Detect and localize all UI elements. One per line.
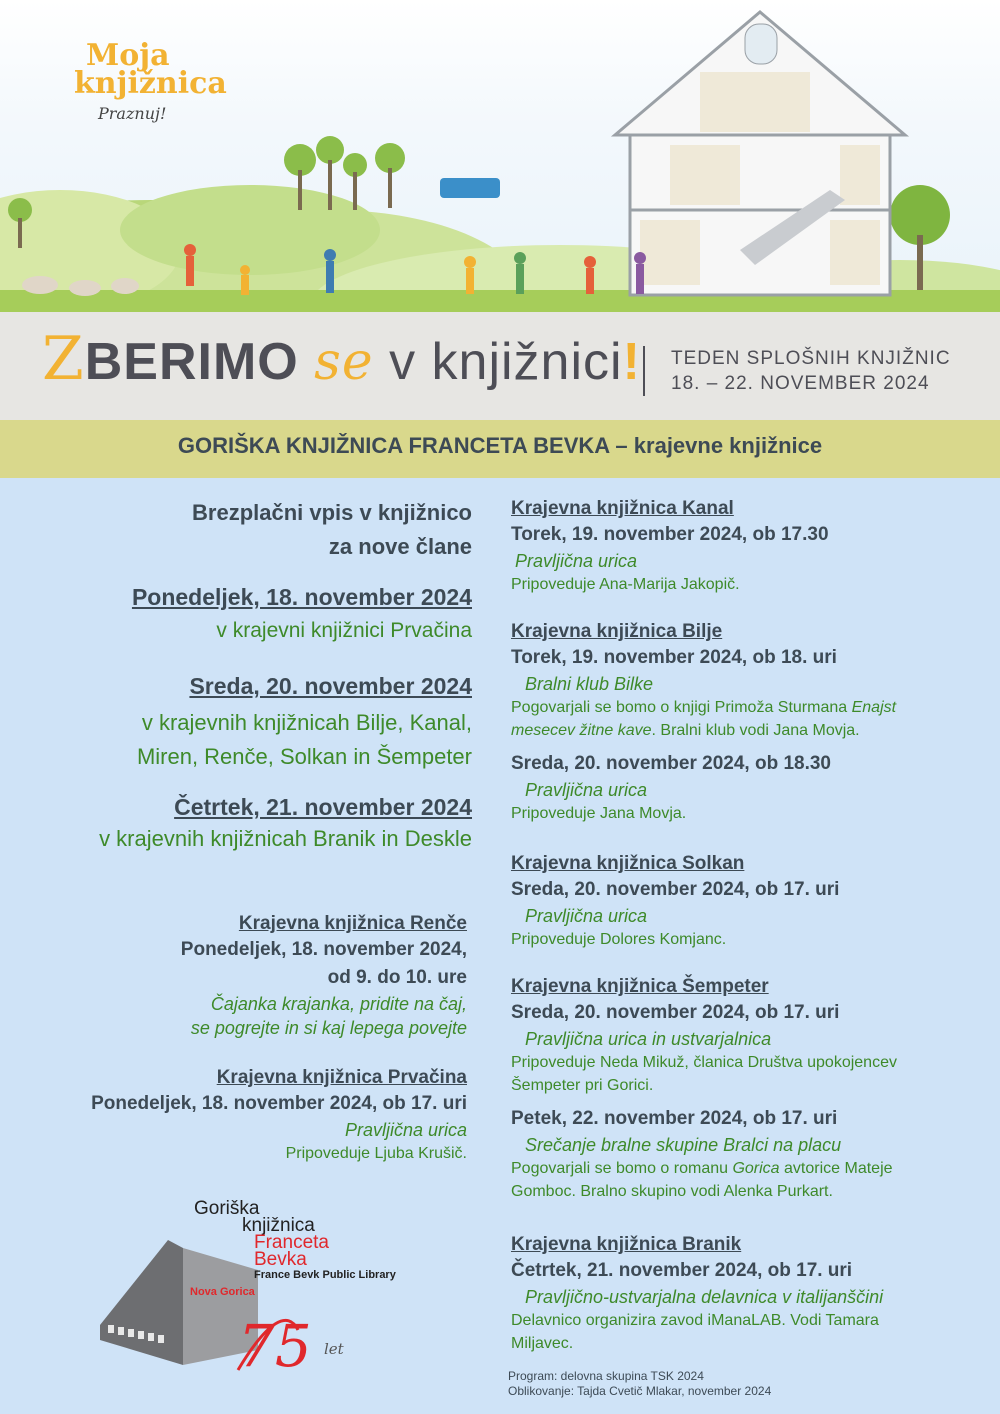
- credits-design: Oblikovanje: Tajda Cvetič Mlakar, november 2024: [508, 1384, 772, 1398]
- rence-event1: Čajanka krajanka, pridite na čaj,: [210, 994, 467, 1014]
- logo-line2: knjižnica: [74, 66, 227, 101]
- bilje2-date: Sreda, 20. november 2024, ob 18.30: [511, 753, 832, 774]
- rence-date2: od 9. do 10. ure: [327, 967, 467, 988]
- library-title: GORIŠKA KNJIŽNICA FRANCETA BEVKA – krajevne knjižnice: [177, 433, 823, 458]
- bilje-desc1: [511, 696, 896, 719]
- bilje-section: [511, 620, 896, 825]
- kanal-section: [511, 497, 829, 596]
- sempeter-event: Pravljična urica in ustvarjalnica: [525, 1029, 772, 1049]
- prvacina-date: Ponedeljek, 18. november 2024, ob 17. uri: [91, 1093, 467, 1114]
- branik-section: [511, 1233, 883, 1355]
- sempeter2-desc1b: Gorica: [732, 1160, 780, 1177]
- moja-knjiznica-logo: [72, 40, 232, 140]
- day1-date: Ponedeljek, 18. november 2024: [131, 584, 472, 610]
- library-logo: [98, 1200, 408, 1390]
- sempeter-section: [511, 975, 897, 1203]
- hero-illustration: [0, 0, 1000, 312]
- credits: [508, 1369, 771, 1399]
- title-banner: [0, 312, 1000, 420]
- sempeter2-date: Petek, 22. november 2024, ob 17. uri: [511, 1108, 838, 1129]
- sempeter2-desc1a: Pogovarjali se bomo o romanu: [511, 1160, 733, 1177]
- sempeter2-event: Srečanje bralne skupine Bralci na placu: [525, 1135, 842, 1155]
- sempeter2-desc1: [511, 1157, 897, 1180]
- sempeter-desc2: Šempeter pri Gorici.: [511, 1077, 654, 1094]
- bilje-desc2: [511, 719, 896, 742]
- week-dates: 18. – 22. NOVEMBER 2024: [671, 373, 930, 394]
- logo-75: 75: [238, 1312, 312, 1380]
- campaign-title: [42, 324, 641, 394]
- bilje-head: Krajevna knjižnica Bilje: [511, 621, 723, 642]
- rence-section: [181, 912, 467, 1040]
- day1-place: v krajevni knjižnici Prvačina: [216, 619, 472, 642]
- sempeter2-desc1c: avtorice Mateje: [779, 1160, 893, 1177]
- solkan-date: Sreda, 20. november 2024, ob 17. uri: [511, 879, 840, 900]
- sempeter-head: Krajevna knjižnica Šempeter: [511, 976, 769, 997]
- day2-place2: Miren, Renče, Solkan in Šempeter: [136, 744, 472, 769]
- branik-desc1: Delavnico organizira zavod iManaLAB. Vodi Tamara: [511, 1312, 879, 1329]
- logo-let: let: [324, 1340, 344, 1358]
- logo-city: Nova Gorica: [190, 1286, 255, 1298]
- logo-line3: Praznuj!: [98, 104, 167, 123]
- free-line2: za nove člane: [328, 534, 472, 559]
- branik-head: Krajevna knjižnica Branik: [511, 1234, 742, 1255]
- kanal-head: Krajevna knjižnica Kanal: [511, 498, 734, 519]
- bilje-desc1b: Enajst: [851, 699, 897, 716]
- solkan-event: Pravljična urica: [525, 906, 648, 926]
- kanal-event: Pravljična urica: [515, 551, 638, 571]
- prvacina-section: [91, 1066, 467, 1165]
- logo-line4: Bevka: [254, 1249, 307, 1270]
- prvacina-event: Pravljična urica: [344, 1120, 467, 1140]
- week-info: [643, 346, 951, 396]
- title-exclaim: !: [622, 333, 641, 391]
- sempeter-date: Sreda, 20. november 2024, ob 17. uri: [511, 1002, 840, 1023]
- prvacina-head: Krajevna knjižnica Prvačina: [216, 1067, 467, 1088]
- branik-desc2: Miljavec.: [511, 1335, 574, 1352]
- kanal-date: Torek, 19. november 2024, ob 17.30: [511, 524, 829, 545]
- logo-text: [194, 1200, 396, 1282]
- bilje-date: Torek, 19. november 2024, ob 18. uri: [511, 647, 837, 668]
- branik-event: Pravljično-ustvarjalna delavnica v italijanščini: [525, 1287, 884, 1307]
- free-line1: Brezplačni vpis v knjižnico: [192, 500, 472, 525]
- bilje-desc2a: mesecev žitne kave: [511, 722, 652, 739]
- bus-icon: [440, 178, 500, 198]
- free-membership: [192, 496, 472, 564]
- bilje-event: Bralni klub Bilke: [525, 674, 654, 694]
- logo-line5: France Bevk Public Library: [254, 1269, 396, 1281]
- logo-line2: knjižnica: [242, 1215, 315, 1236]
- credits-program: Program: delovna skupina TSK 2024: [508, 1369, 704, 1383]
- rence-date1: Ponedeljek, 18. november 2024,: [180, 939, 467, 960]
- title-v-knjiznici: v knjižnici: [389, 333, 623, 391]
- bilje2-event: Pravljična urica: [525, 780, 648, 800]
- logo-line1: Moja: [86, 38, 170, 73]
- sempeter2-desc2: Gomboc. Bralno skupino vodi Alenka Purkart.: [511, 1183, 833, 1200]
- day2-date: Sreda, 20. november 2024: [189, 673, 472, 699]
- solkan-section: [511, 852, 839, 951]
- bilje-desc1a: Pogovarjali se bomo o knjigi Primoža Sturmana: [511, 699, 852, 716]
- kanal-desc: Pripoveduje Ana-Marija Jakopič.: [511, 576, 740, 593]
- title-se: se: [314, 332, 374, 392]
- rence-event2: se pogrejte in si kaj lepega povejte: [190, 1018, 467, 1038]
- week-title: TEDEN SPLOŠNIH KNJIŽNIC: [671, 348, 951, 369]
- rence-head: Krajevna knjižnica Renče: [238, 913, 467, 934]
- day3-date: Četrtek, 21. november 2024: [174, 794, 472, 820]
- prvacina-desc: Pripoveduje Ljuba Krušič.: [285, 1145, 467, 1162]
- day3-place: v krajevnih knjižnicah Branik in Deskle: [99, 826, 472, 851]
- logo-line3: Franceta: [254, 1232, 329, 1253]
- bilje-desc2b: . Bralni klub vodi Jana Movja.: [651, 722, 860, 739]
- title-z: Z: [42, 324, 85, 394]
- sempeter-desc1: Pripoveduje Neda Mikuž, članica Društva upokojencev: [511, 1054, 897, 1071]
- logo-line1: Goriška: [194, 1198, 260, 1219]
- solkan-head: Krajevna knjižnica Solkan: [511, 853, 745, 874]
- branik-date: Četrtek, 21. november 2024, ob 17. uri: [511, 1260, 853, 1281]
- bilje2-desc: Pripoveduje Jana Movja.: [511, 805, 687, 822]
- solkan-desc: Pripoveduje Dolores Komjanc.: [511, 931, 727, 948]
- library-house-icon: [615, 12, 905, 295]
- title-berimo: BERIMO: [84, 333, 299, 391]
- day2-places: [137, 706, 472, 774]
- day2-place1: v krajevnih knjižnicah Bilje, Kanal,: [141, 710, 472, 735]
